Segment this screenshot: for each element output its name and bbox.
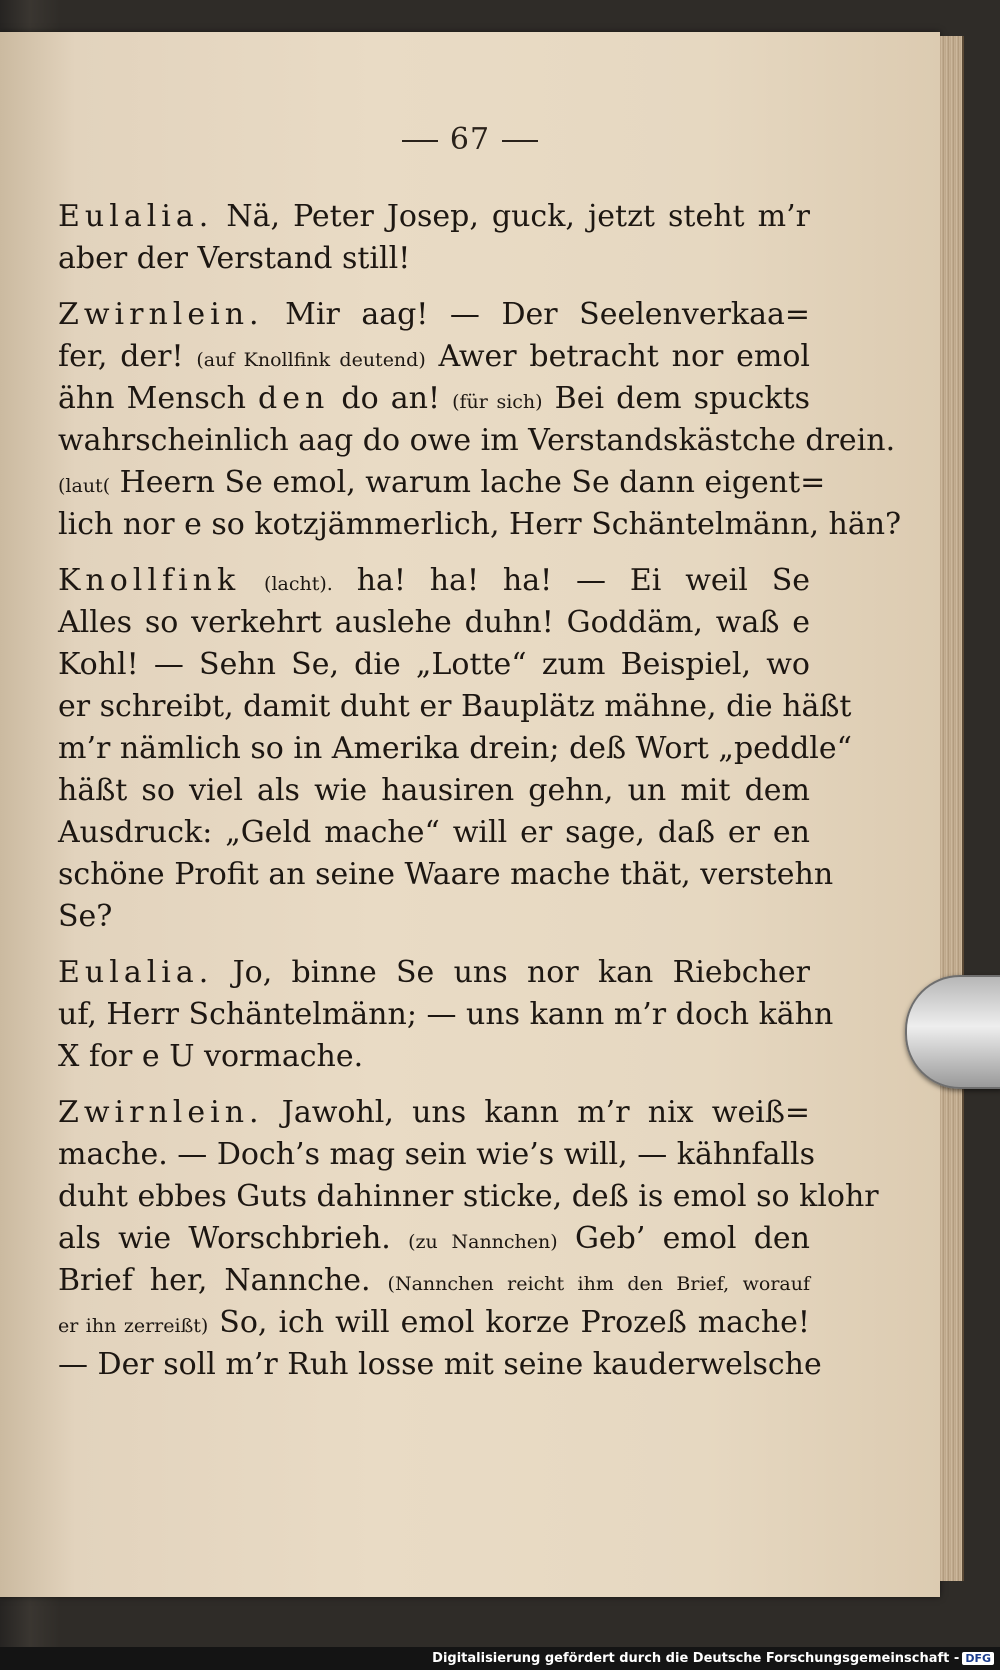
text-line xyxy=(58,952,810,994)
text-segment: Heern Se emol, warum lache Se dann eigent= xyxy=(110,465,826,500)
text-line xyxy=(58,812,810,854)
text-segment: häßt so viel als wie hausiren gehn, un mit dem xyxy=(58,773,810,808)
text-line xyxy=(58,602,810,644)
paragraph-gap xyxy=(58,280,810,294)
text-segment: schöne Profit an seine Waare mache thät, verstehn xyxy=(58,857,834,892)
text-segment: duht ebbes Guts dahinner sticke, deß is emol so klohr xyxy=(58,1179,879,1214)
stage-direction: (für sich) xyxy=(452,391,543,413)
text-line xyxy=(58,686,852,728)
speaker-name: Eulalia. xyxy=(58,955,214,990)
stage-direction: (auf Knollfink deutend) xyxy=(196,349,426,371)
text-line xyxy=(58,994,834,1036)
text-segment: Ausdruck: „Geld mache“ will er sage, daß er en xyxy=(58,815,810,850)
footer-text: Digitalisierung gefördert durch die Deutsche Forschungsgemeinschaft - xyxy=(432,1651,960,1666)
text-segment: Kohl! — Sehn Se, die „Lotte“ zum Beispiel, wo xyxy=(58,647,810,682)
text-segment: Bei dem spuckts xyxy=(542,381,811,416)
paragraph-gap xyxy=(58,546,810,560)
speaker-name: Knollfink xyxy=(58,563,241,598)
text-segment: Awer betracht nor emol xyxy=(425,339,810,374)
speaker-name: Zwirnlein. xyxy=(58,297,264,332)
text-segment: wahrscheinlich aag do owe im Verstandskästche drein. xyxy=(58,423,896,458)
text-segment: Jo, binne Se uns nor kan Riebcher xyxy=(213,955,810,990)
text-line xyxy=(58,1134,816,1176)
stage-direction: er ihn zerreißt) xyxy=(58,1315,209,1337)
text-line xyxy=(58,1260,810,1302)
text-line xyxy=(58,854,834,896)
page-edges xyxy=(940,36,964,1581)
text-line xyxy=(58,1036,810,1078)
text-line xyxy=(58,378,810,420)
paragraph-gap xyxy=(58,938,810,952)
text-segment: mache. — Doch’s mag sein wie’s will, — kähnfalls xyxy=(58,1137,816,1172)
text-segment: — Der soll m’r Ruh losse mit seine kauderwelsche xyxy=(58,1347,822,1382)
text-segment: Geb’ emol den xyxy=(557,1221,811,1256)
text-segment: Mir aag! — Der Seelenverkaa= xyxy=(263,297,810,332)
text-segment: X for e U vormache. xyxy=(58,1039,364,1074)
text-segment: Brief her, Nannche. xyxy=(58,1263,388,1298)
header-dash-left xyxy=(402,140,438,142)
text-segment: ähn Mensch xyxy=(58,381,259,416)
stage-direction: (zu Nannchen) xyxy=(408,1231,558,1253)
text-segment: Nä, Peter Josep, guck, jetzt steht m’r xyxy=(213,199,810,234)
text-segment xyxy=(240,563,264,598)
header-dash-right xyxy=(502,140,538,142)
stage-direction: (lacht). xyxy=(264,573,333,595)
page-header xyxy=(0,122,940,157)
text-line xyxy=(58,504,902,546)
text-line xyxy=(58,462,826,504)
text-line xyxy=(58,1176,879,1218)
text-segment: aber der Verstand still! xyxy=(58,241,411,276)
text-segment: er schreibt, damit duht er Bauplätz mähne, die häßt xyxy=(58,689,852,724)
text-segment: fer, der! xyxy=(58,339,197,374)
speaker-name: Zwirnlein. xyxy=(58,1095,264,1130)
speaker-name: Eulalia. xyxy=(58,199,214,234)
text-line xyxy=(58,560,810,602)
text-line xyxy=(58,1218,810,1260)
text-line xyxy=(58,336,810,378)
stage-direction: (Nannchen reicht ihm den Brief, worauf xyxy=(387,1273,810,1295)
text-line xyxy=(58,728,852,770)
text-line xyxy=(58,1344,822,1386)
page-turn-tab[interactable] xyxy=(905,975,1000,1089)
page-number: 67 xyxy=(449,122,491,157)
text-segment: do an! xyxy=(329,381,453,416)
text-segment: lich nor e so kotzjämmerlich, Herr Schäntelmänn, hän? xyxy=(58,507,902,542)
footer-credit xyxy=(432,1651,994,1666)
text-segment: So, ich will emol korze Prozeß mache! xyxy=(208,1305,810,1340)
text-line xyxy=(58,238,810,280)
speaker-name: den xyxy=(258,381,330,416)
text-line xyxy=(58,294,810,336)
body-text xyxy=(58,196,902,1386)
stage-direction: (laut( xyxy=(58,475,111,497)
paragraph-gap xyxy=(58,1078,810,1092)
text-line xyxy=(58,770,810,812)
text-segment: uf, Herr Schäntelmänn; — uns kann m’r doch kähn xyxy=(58,997,834,1032)
text-segment: m’r nämlich so in Amerika drein; deß Wort „peddle“ xyxy=(58,731,852,766)
text-line xyxy=(58,896,810,938)
text-segment: Alles so verkehrt auslehe duhn! Goddäm, waß e xyxy=(58,605,810,640)
text-line xyxy=(58,644,810,686)
text-line xyxy=(58,420,896,462)
text-line xyxy=(58,1092,810,1134)
text-segment: Jawohl, uns kann m’r nix weiß= xyxy=(263,1095,810,1130)
text-segment: als wie Worschbrieh. xyxy=(58,1221,409,1256)
text-line xyxy=(58,1302,810,1344)
text-line xyxy=(58,196,810,238)
text-segment: Se? xyxy=(58,899,113,934)
dfg-logo: DFG xyxy=(962,1652,994,1665)
text-segment: ha! ha! ha! — Ei weil Se xyxy=(332,563,810,598)
